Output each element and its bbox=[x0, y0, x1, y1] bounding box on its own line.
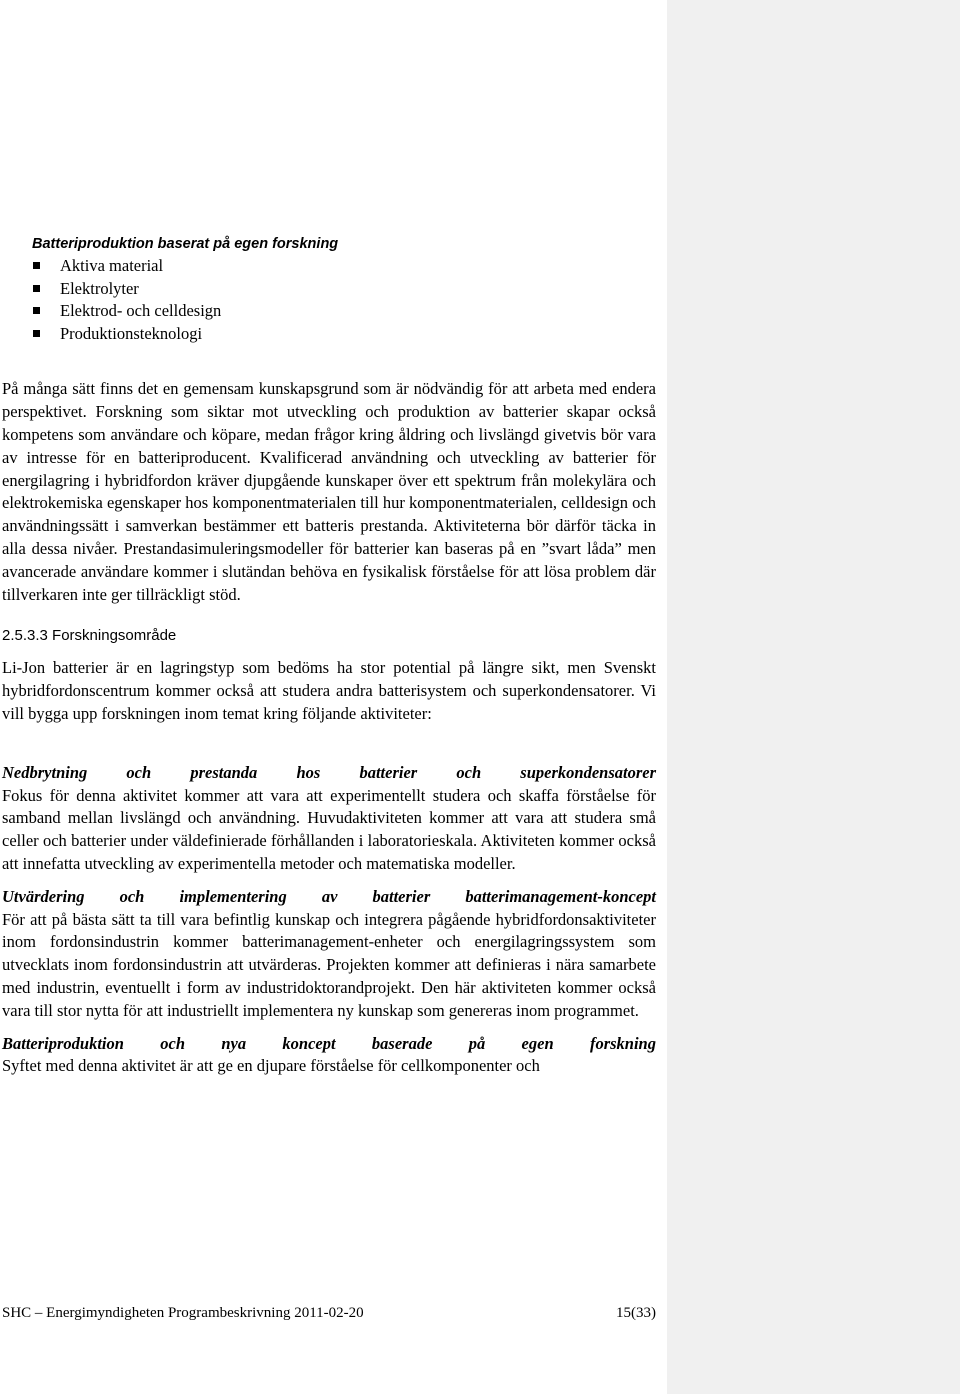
footer-document-info: SHC – Energimyndigheten Programbeskrivning 2011-02-20 bbox=[2, 1305, 364, 1321]
list-item bbox=[2, 323, 656, 346]
square-bullet-icon bbox=[33, 285, 40, 292]
list-item-label: Elektrolyter bbox=[60, 278, 139, 298]
subsection-number: 2.5.3.3 bbox=[2, 627, 48, 645]
list-item bbox=[2, 255, 656, 278]
section-heading: Batteriproduktion baserat på egen forskning bbox=[32, 236, 339, 252]
list-item-label: Elektrod- och celldesign bbox=[60, 301, 222, 321]
activity-block bbox=[2, 762, 656, 876]
list-item-label: Produktionsteknologi bbox=[60, 323, 203, 343]
list-item bbox=[2, 278, 656, 301]
square-bullet-icon bbox=[33, 262, 40, 269]
subsection-paragraph: Li-Jon batterier är en lagringstyp som bedöms ha stor potential på längre sikt, men Svenskt hybridfordonscentrum kommer också att studera andra batterisystem och superkondensatorer. Vi vill bygga upp forskningen inom temat kring följande aktiviteter: bbox=[2, 658, 656, 723]
activity-title: Utvärdering och implementering av batterier batterimanagement-koncept bbox=[2, 886, 656, 906]
page-body bbox=[2, 233, 656, 1078]
list-item-label: Aktiva material bbox=[60, 256, 164, 275]
activity-block bbox=[2, 1033, 656, 1079]
square-bullet-icon bbox=[33, 330, 40, 337]
activity-block bbox=[2, 886, 656, 1023]
activity-text: För att på bästa sätt ta till vara befintlig kunskap och integrera pågående hybridfordonsaktiviteter inom fordonsindustrin kommer batterimanagement-enheter och energilagringssystem som utvecklats inom fordonsindustrin att utvärderas. Projekten kommer att definieras i nära samarbete med industrin, eventuellt i form av industridoktorandprojekt. Den här aktiviteten kommer också vara till stor nytta för att industriellt implementera ny kunskap som genereras inom programmet. bbox=[2, 909, 656, 1020]
activity-text: Syftet med denna aktivitet är att ge en djupare förståelse för cellkomponenter och bbox=[2, 1056, 540, 1076]
comment-margin bbox=[667, 0, 960, 1394]
list-item bbox=[2, 300, 656, 323]
intro-paragraph: På många sätt finns det en gemensam kunskapsgrund som är nödvändig för att arbeta med endera perspektivet. Forskning som siktar mot utveckling och produktion av batterier skapar också kompetens som användare och köpare, medan frågor kring åldring och livslängd givetvis bör vara av intresse för en batteriproducent. Kvalificerad användning och utveckling av batterier för energilagring i hybridfordon kräver djupgående kunskaper över ett spektrum från molekylära och elektrokemiska egenskaper hos komponentmaterialen till hur komponentmaterialen, celldesign och användningssätt i samverkan bestämmer ett batteris prestanda. Aktiviteterna bör därför täcka in alla dessa nivåer. Prestandasimuleringsmodeller för batterier kan baseras på en ”svart låda” men avancerade användare kommer i slutändan behöva en fysikalisk förståelse för att lösa problem där tillverkaren inte ger tillräckligt stöd. bbox=[2, 379, 656, 604]
bullet-list bbox=[2, 255, 656, 345]
subsection-heading bbox=[2, 625, 656, 647]
subsection-title: Forskningsområde bbox=[52, 627, 177, 645]
page-number: 15(33) bbox=[616, 1305, 656, 1321]
page-footer bbox=[2, 1303, 656, 1323]
activity-title: Nedbrytning och prestanda hos batterier och superkondensatorer bbox=[2, 762, 656, 782]
square-bullet-icon bbox=[33, 307, 40, 314]
activity-title: Batteriproduktion och nya koncept baserade på egen forskning bbox=[2, 1033, 656, 1053]
activity-text: Fokus för denna aktivitet kommer att vara att experimentellt studera och skaffa förståelse för samband mellan livslängd och användning. Huvudaktiviteten kommer att vara att studera små celler och batterier under väldefinierade förhållanden i laboratorieskala. Aktiviteten kommer också att innefatta utveckling av experimentella metoder och matematiska modeller. bbox=[2, 785, 656, 873]
